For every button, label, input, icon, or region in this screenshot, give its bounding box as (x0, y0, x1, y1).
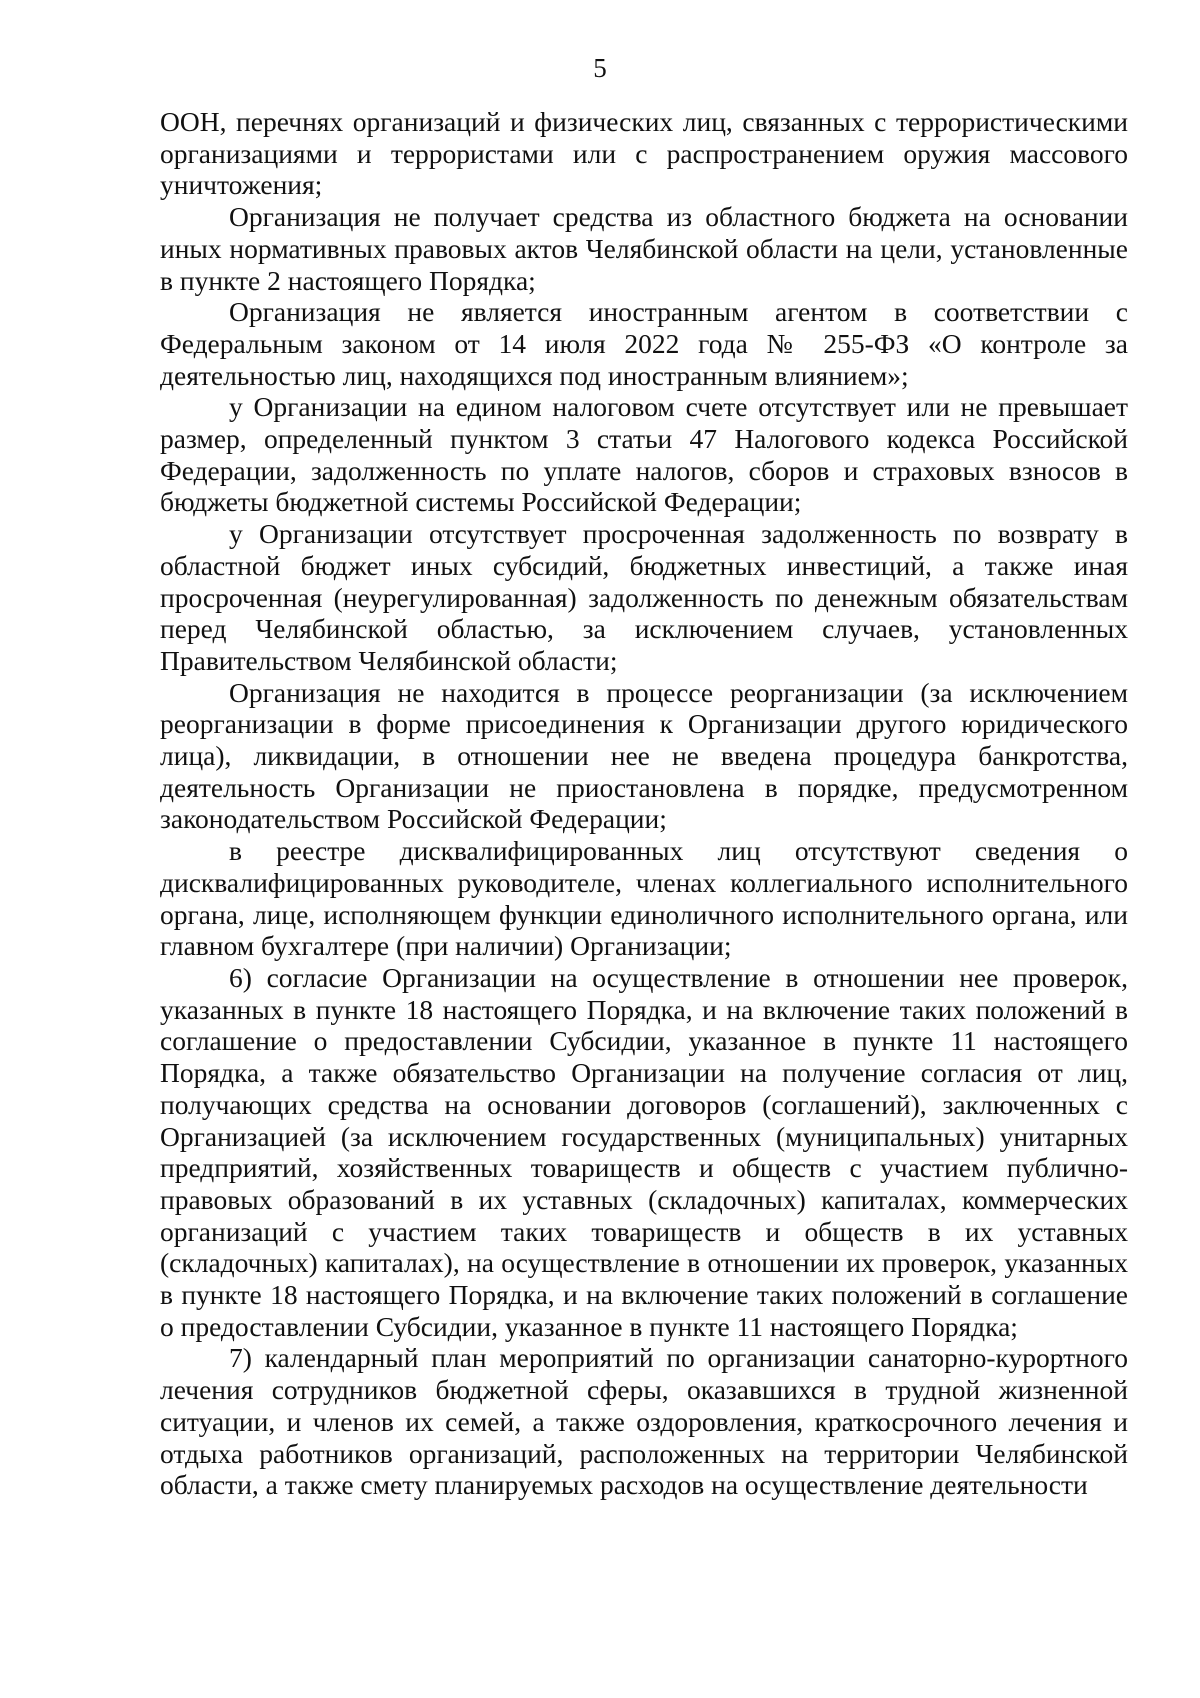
page-number: 5 (593, 53, 607, 83)
paragraph-item-6: 6) согласие Организации на осуществление в отношении нее проверок, указанных в пункте 18 настоящего Порядка, и на включение таких положений в соглашение о предоставлении Субсидии, указанное в пункте 11 настоящего Порядка, а также обязательство Организации на получение согласия от лиц, получающих средства на основании договоров (соглашений), заключенных с Организацией (за исключением государственных (муниципальных) унитарных предприятий, хозяйственных товариществ и обществ с участием публично-правовых образований в их уставных (складочных) капиталах, коммерческих организаций с участием таких товариществ и обществ в их уставных (складочных) капиталах), на осуществление в отношении их проверок, указанных в пункте 18 настоящего Порядка, и на включение таких положений в соглашение о предоставлении Субсидии, указанное в пункте 11 настоящего Порядка; (160, 961, 1128, 1342)
paragraph: Организация не получает средства из областного бюджета на основании иных нормативных правовых актов Челябинской области на цели, установленные в пункте 2 настоящего Порядка; (160, 201, 1128, 296)
paragraph-continued: ООН, перечнях организаций и физических лиц, связанных с террористическими организациями и террористами или с распространением оружия массового уничтожения; (160, 106, 1128, 201)
paragraph: у Организации отсутствует просроченная задолженность по возврату в областной бюджет иных субсидий, бюджетных инвестиций, а также иная просроченная (неурегулированная) задолженность по денежным обязательствам перед Челябинской областью, за исключением случаев, установленных Правительством Челябинской области; (160, 518, 1128, 676)
document-body (160, 106, 1128, 1501)
paragraph: Организация не является иностранным агентом в соответствии с Федеральным законом от 14 июля 2022 года № 255-ФЗ «О контроле за деятельностью лиц, находящихся под иностранным влиянием»; (160, 296, 1128, 391)
paragraph-item-7: 7) календарный план мероприятий по организации санаторно-курортного лечения сотрудников бюджетной сферы, оказавшихся в трудной жизненной ситуации, и членов их семей, а также оздоровления, краткосрочного лечения и отдыха работников организаций, расположенных на территории Челябинской области, а также смету планируемых расходов на осуществление деятельности (160, 1342, 1128, 1501)
paragraph: в реестре дисквалифицированных лиц отсутствуют сведения о дисквалифицированных руководителе, членах коллегиального исполнительного органа, лице, исполняющем функции единоличного исполнительного органа, или главном бухгалтере (при наличии) Организации; (160, 835, 1128, 962)
paragraph: Организация не находится в процессе реорганизации (за исключением реорганизации в форме присоединения к Организации другого юридического лица), ликвидации, в отношении нее не введена процедура банкротства, деятельность Организации не приостановлена в порядке, предусмотренном законодательством Российской Федерации; (160, 676, 1128, 835)
paragraph: у Организации на едином налоговом счете отсутствует или не превышает размер, определенный пунктом 3 статьи 47 Налогового кодекса Российской Федерации, задолженность по уплате налогов, сборов и страховых взносов в бюджеты бюджетной системы Российской Федерации; (160, 391, 1128, 518)
